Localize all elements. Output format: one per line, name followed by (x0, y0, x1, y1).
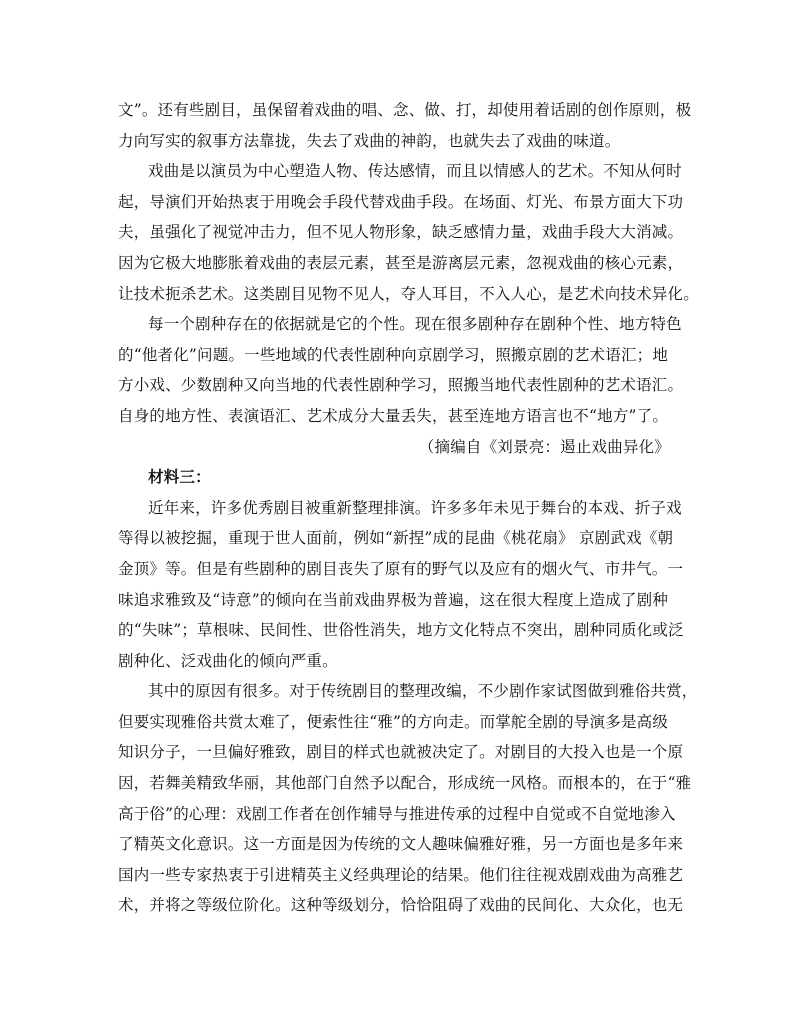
text-line: 但要实现雅俗共赏太难了，便索性往“雅”的方向走。而掌舵全剧的导演多是高级 (118, 712, 669, 731)
paragraph-5 (118, 676, 698, 921)
document-page (118, 95, 699, 921)
text-line: 知识分子，一旦偏好雅致，剧目的样式也就被决定了。对剧目的大投入也是一个原 (118, 743, 684, 762)
text-line: 的“失味”；草根味、民间性、世俗性消失，地方文化特点不突出，剧种同质化或泛 (118, 621, 684, 640)
section-heading: 材料三： (148, 467, 211, 487)
paragraph-1 (118, 95, 692, 156)
text-line: 让技术扼杀艺术。这类剧目见物不见人，夺人耳目，不入人心，是艺术向技术异化。 (118, 284, 699, 303)
text-line: 国内一些专家热衷于引进精英主义经典理论的结果。他们往往视戏剧戏曲为高雅艺 (118, 865, 684, 884)
text-line: 味追求雅致及“诗意”的倾向在当前戏曲界极为普遍，这在很大程度上造成了剧种 (118, 590, 669, 609)
text-line: 的“他者化”问题。一些地域的代表性剧种向京剧学习，照搬京剧的艺术语汇；地 (118, 345, 669, 364)
paragraph-4 (118, 493, 684, 677)
text-line: 起，导演们开始热衷于用晚会手段代替戏曲手段。在场面、灯光、布景方面大下功 (118, 192, 684, 211)
source-citation (118, 432, 680, 463)
text-line: 文”。还有些剧目，虽保留着戏曲的唱、念、做、打，却使用着话剧的创作原则，极 (118, 101, 692, 119)
paragraph-3 (118, 309, 684, 431)
text-line: 高于俗”的心理：戏剧工作者在创作辅导与推进传承的过程中自觉或不自觉地渗入 (118, 804, 676, 823)
source-text: （摘编自《刘景亮：遏止戏曲异化》 (418, 437, 670, 456)
text-line: 了精英文化意识。这一方面是因为传统的文人趣味偏雅好雅，另一方面也是多年来 (118, 835, 684, 854)
text-line: 方小戏、少数剧种又向当地的代表性剧种学习，照搬当地代表性剧种的艺术语汇。 (118, 376, 684, 395)
text-line: 等得以被挖掘，重现于世人面前，例如“新捏”成的昆曲《桃花扇》 京剧武戏《朝 (118, 529, 674, 548)
text-line: 戏曲是以演员为中心塑造人物、传达感情，而且以情感人的艺术。不知从何时 (148, 162, 682, 181)
section-heading-block (118, 462, 680, 493)
text-line: 其中的原因有很多。对于传统剧目的整理改编，不少剧作家试图做到雅俗共赏， (148, 682, 698, 701)
text-line: 自身的地方性、表演语汇、艺术成分大量丢失，甚至连地方语言也不“地方”了。 (118, 406, 669, 425)
text-line: 因为它极大地膨胀着戏曲的表层元素，甚至是游离层元素，忽视戏曲的核心元素， (118, 253, 684, 272)
text-line: 因，若舞美精致华丽，其他部门自然予以配合，形成统一风格。而根本的，在于“雅 (118, 774, 692, 793)
text-line: 剧种化、泛戏曲化的倾向严重。 (118, 651, 338, 670)
text-line: 夫，虽强化了视觉冲击力，但不见人物形象，缺乏感情力量，戏曲手段大大消减。 (118, 223, 684, 242)
text-line: 每一个剧种存在的依据就是它的个性。现在很多剧种存在剧种个性、地方特色 (148, 315, 682, 334)
text-line: 金顶》等。但是有些剧种的剧目丧失了原有的野气以及应有的烟火气、市井气。一 (118, 559, 684, 578)
text-line: 术，并将之等级位阶化。这种等级划分，恰恰阻碍了戏曲的民间化、大众化，也无 (118, 896, 684, 915)
text-line: 力向写实的叙事方法靠拢，失去了戏曲的神韵，也就失去了戏曲的味道。 (118, 131, 621, 150)
text-line: 近年来，许多优秀剧目被重新整理排演。许多多年未见于舞台的本戏、折子戏 (148, 498, 682, 517)
paragraph-2 (118, 156, 699, 309)
